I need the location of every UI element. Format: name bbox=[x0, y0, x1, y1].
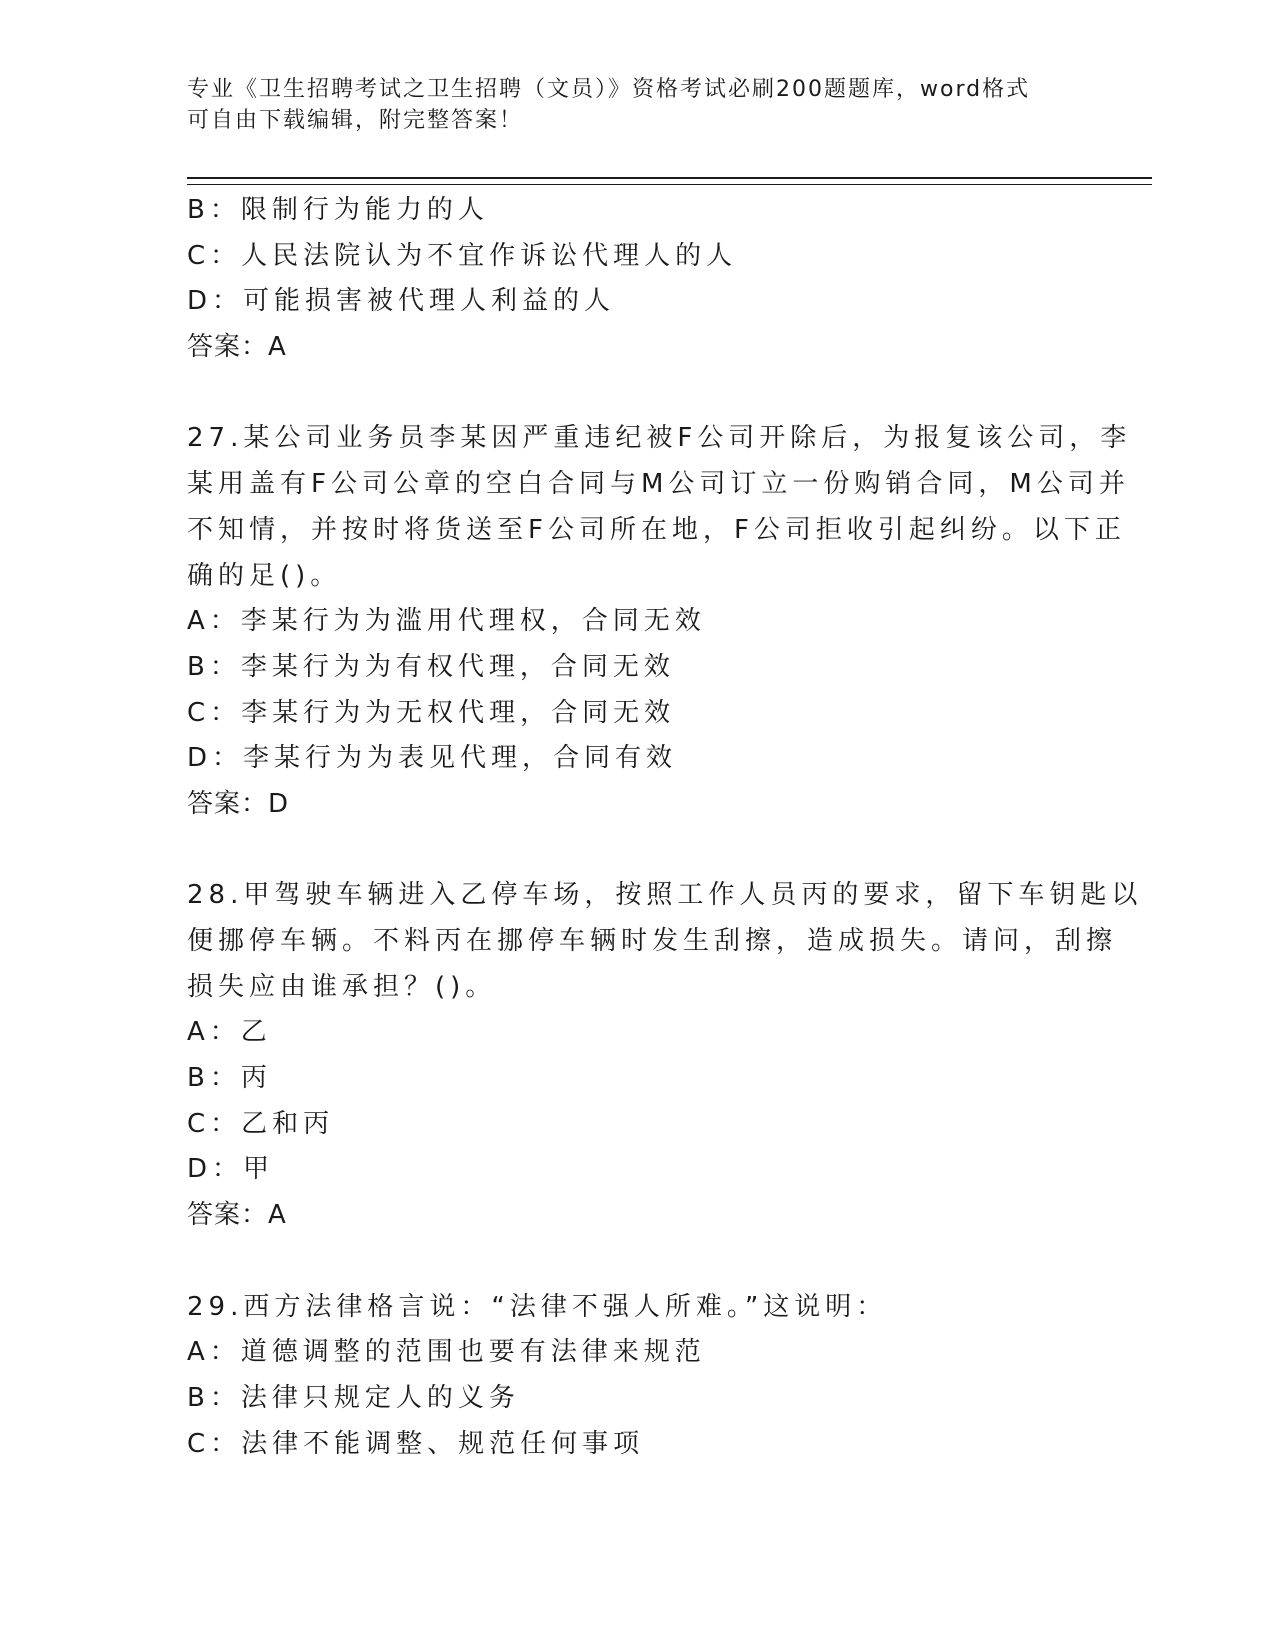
header-divider bbox=[187, 177, 1152, 185]
stem-line: 便挪停车辆。不料丙在挪停车辆时发生刮擦，造成损失。请问，刮擦 bbox=[187, 926, 1118, 956]
question-28 bbox=[187, 873, 1143, 1239]
spacer bbox=[187, 1239, 1087, 1285]
question-27 bbox=[187, 416, 1132, 827]
option-c: C：乙和丙 bbox=[187, 1108, 335, 1139]
answer-label: 答案：A bbox=[187, 332, 287, 363]
option-c: C：李某行为为无权代理，合同无效 bbox=[187, 697, 676, 728]
stem-line: 29.西方法律格言说：“法律不强人所难。”这说明： bbox=[187, 1291, 888, 1322]
spacer bbox=[187, 371, 1087, 417]
question-stem bbox=[187, 1285, 1087, 1331]
stem-line: 不知情，并按时将货送至F公司所在地，F公司拒收引起纠纷。以下正 bbox=[187, 514, 1126, 545]
option-c: C：法律不能调整、规范任何事项 bbox=[187, 1428, 645, 1459]
stem-line: 某用盖有F公司公章的空白合同与M公司订立一份购销合同，M公司并 bbox=[187, 469, 1130, 500]
option-a: A：乙 bbox=[187, 1017, 272, 1048]
option-b: B：限制行为能力的人 bbox=[187, 195, 489, 225]
stem-line: 损失应由谁承担？()。 bbox=[187, 971, 497, 1002]
document-body bbox=[187, 188, 1143, 1467]
question-stem bbox=[187, 873, 1143, 1010]
option-a: A：李某行为为滥用代理权，合同无效 bbox=[187, 606, 706, 637]
answer-label: 答案：D bbox=[187, 788, 290, 819]
option-d: D：可能损害被代理人利益的人 bbox=[187, 286, 616, 317]
page-header bbox=[187, 74, 1087, 136]
question-29 bbox=[187, 1285, 1087, 1468]
option-c: C：人民法院认为不宜作诉讼代理人的人 bbox=[187, 240, 738, 271]
option-b: B：丙 bbox=[187, 1063, 272, 1094]
option-d: D：李某行为为表见代理，合同有效 bbox=[187, 743, 678, 774]
answer-label: 答案：A bbox=[187, 1200, 287, 1231]
header-line-1: 专业《卫生招聘考试之卫生招聘（文员）》资格考试必刷200题题库，word格式 bbox=[187, 77, 1031, 102]
option-b: B：法律只规定人的义务 bbox=[187, 1382, 520, 1413]
stem-line: 确的足()。 bbox=[187, 560, 342, 591]
spacer bbox=[187, 828, 1087, 874]
prev-question bbox=[187, 188, 1087, 371]
header-line-2: 可自由下载编辑，附完整答案！ bbox=[187, 108, 524, 133]
question-stem bbox=[187, 416, 1132, 599]
option-d: D：甲 bbox=[187, 1154, 275, 1185]
stem-line: 28.甲驾驶车辆进入乙停车场，按照工作人员丙的要求，留下车钥匙以 bbox=[187, 880, 1143, 911]
option-b: B：李某行为为有权代理，合同无效 bbox=[187, 651, 675, 682]
option-a: A：道德调整的范围也要有法律来规范 bbox=[187, 1337, 706, 1368]
stem-line: 27.某公司业务员李某因严重违纪被F公司开除后，为报复该公司，李 bbox=[187, 423, 1132, 454]
